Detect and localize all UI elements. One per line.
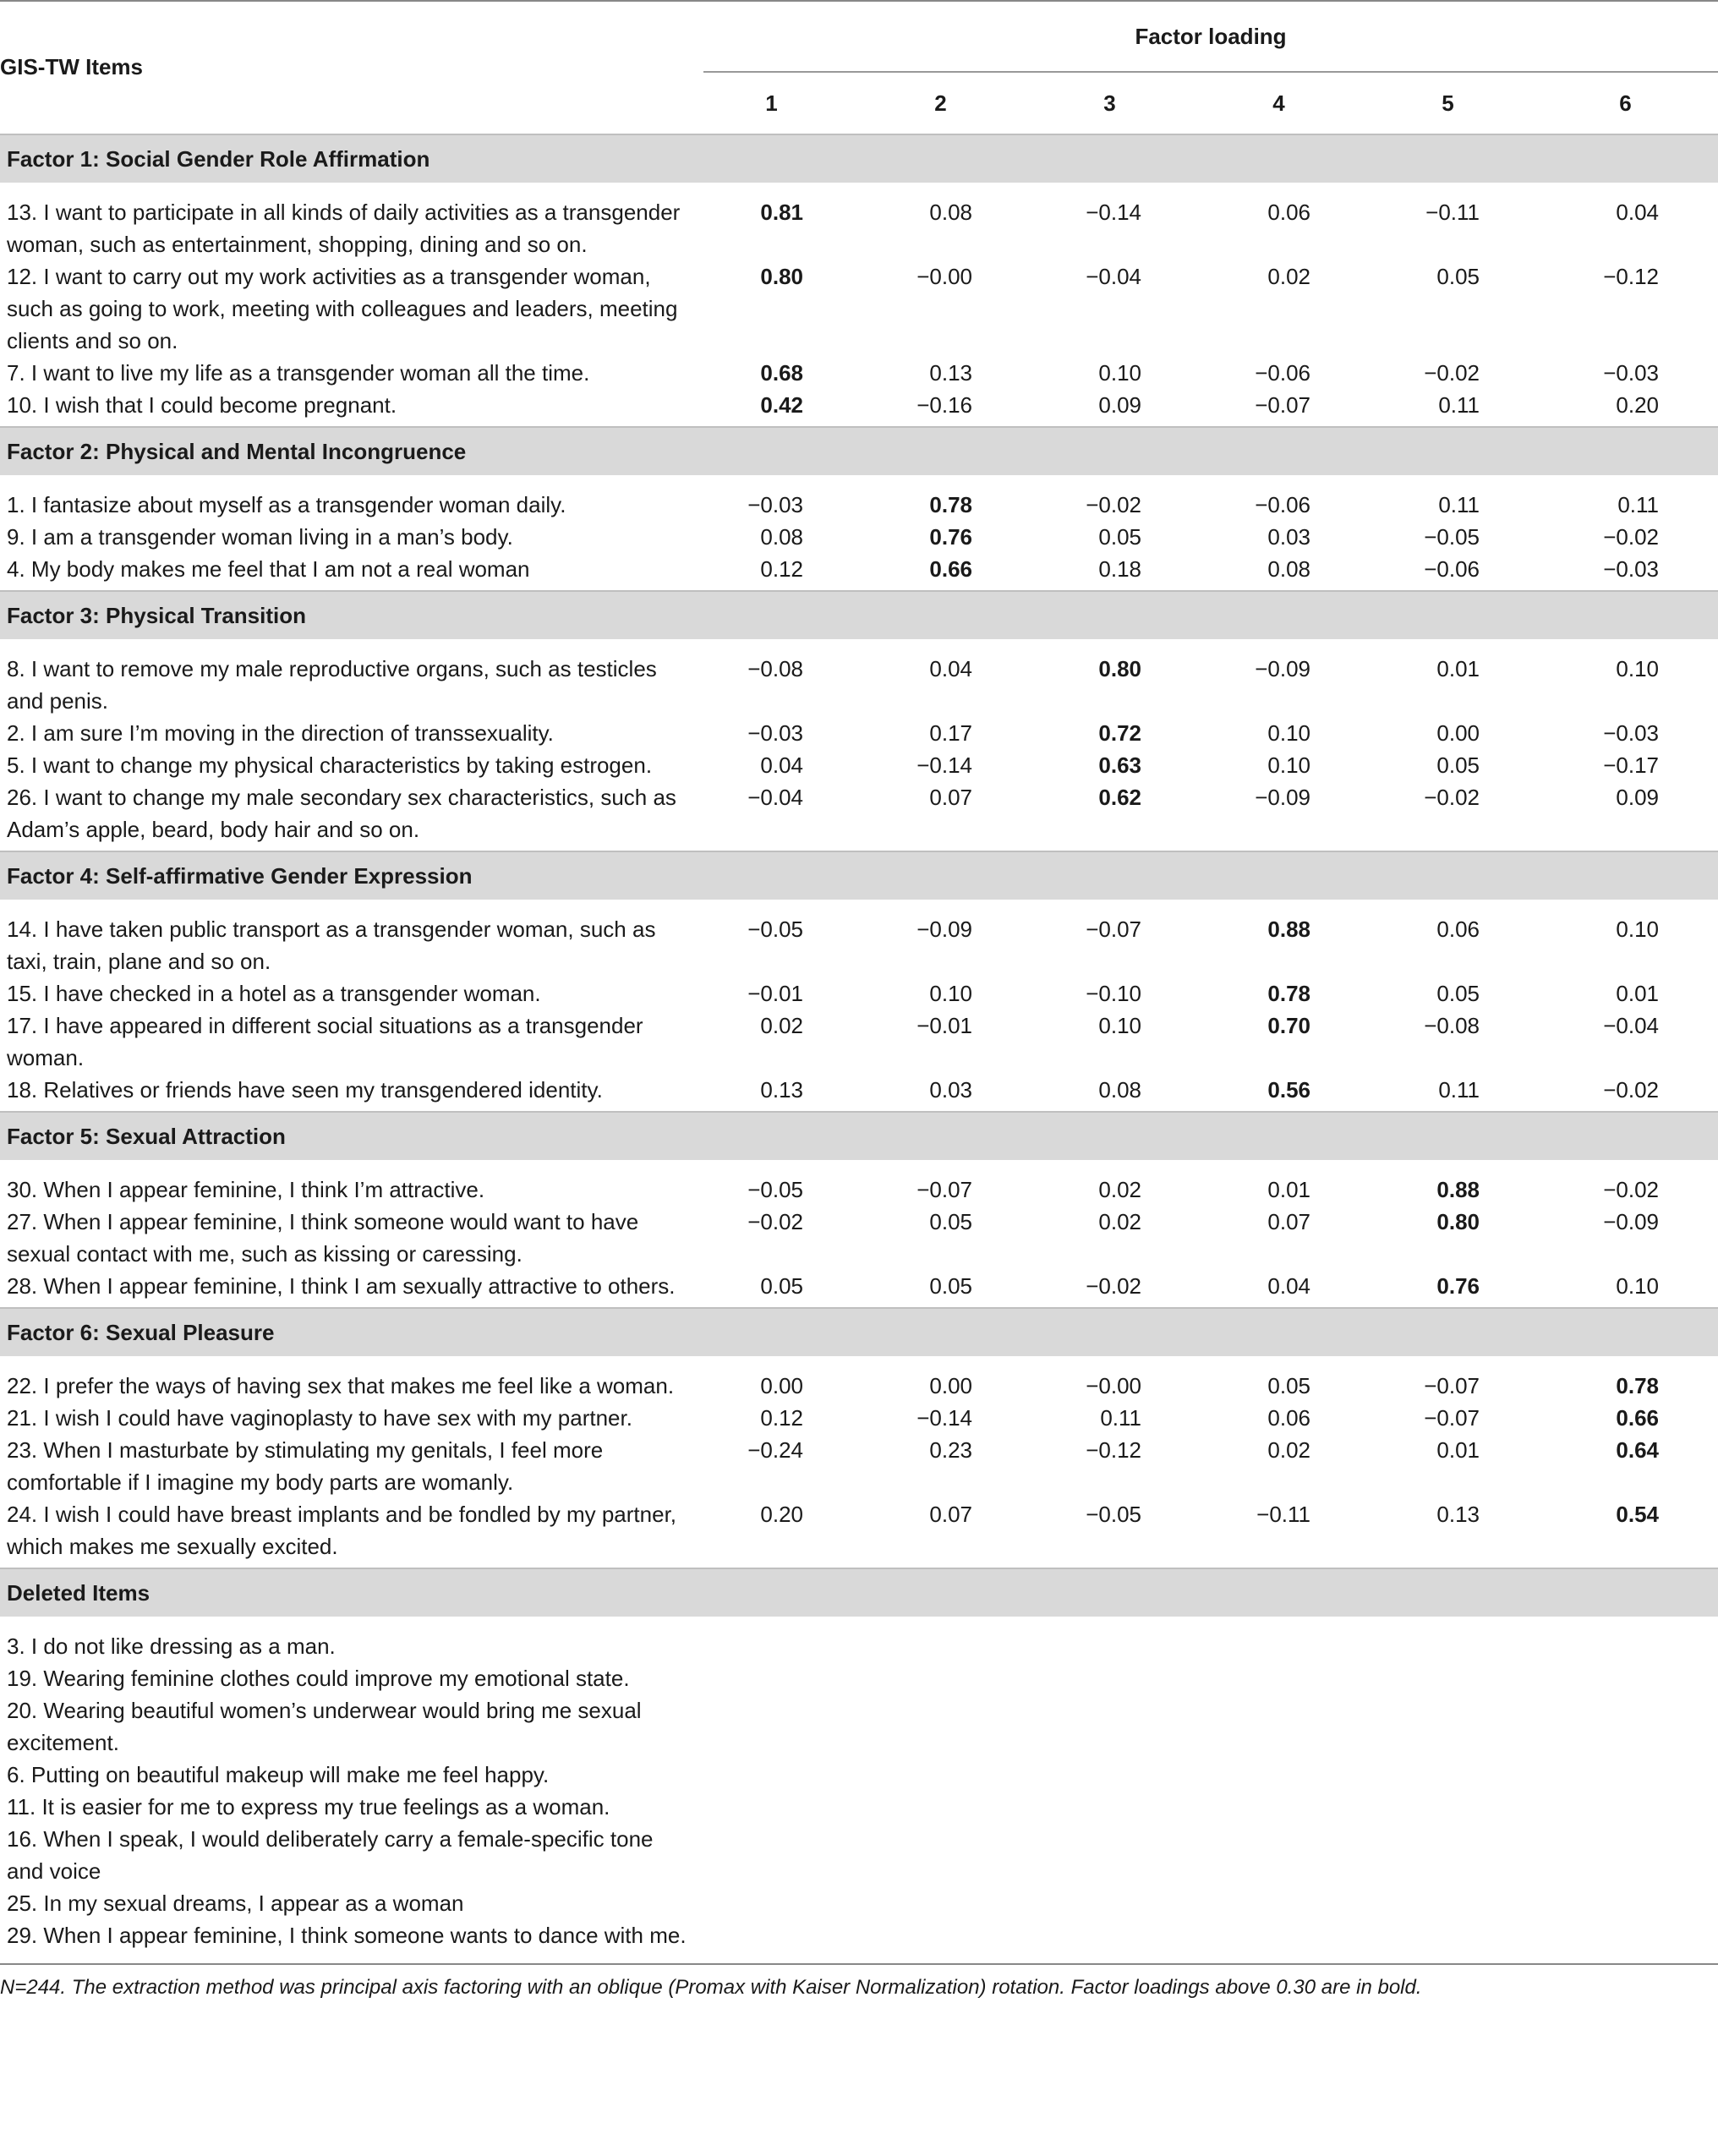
spacer-row [0, 421, 1718, 427]
loading-value: 0.66 [1616, 1405, 1659, 1431]
loading-value: −0.14 [916, 752, 972, 778]
loading-value: −0.11 [1425, 200, 1480, 225]
loading-value: 0.05 [1098, 524, 1141, 550]
loading-value: 0.03 [1267, 524, 1310, 550]
loading-value: −0.06 [1255, 492, 1310, 517]
item-text: 13. I want to participate in all kinds of daily activities as a transgender woman, such as entertainment, shopping, dining and so on. [7, 200, 681, 257]
section-title: Factor 1: Social Gender Role Affirmation [0, 134, 1718, 183]
deleted-item-row [0, 1759, 1718, 1791]
loading-value: 0.10 [1616, 1273, 1659, 1299]
table-row [0, 977, 1718, 1010]
spacer-row [0, 1356, 1718, 1370]
loading-value: 0.12 [760, 556, 803, 582]
loading-value: 0.04 [929, 656, 972, 681]
loading-value: 0.05 [1436, 264, 1480, 289]
loading-value: 0.80 [1098, 656, 1141, 681]
spacer-row [0, 1562, 1718, 1568]
loading-value: 0.01 [1436, 656, 1480, 681]
factor-number-header: 1 [703, 72, 873, 134]
table-row [0, 1270, 1718, 1302]
loading-value: −0.03 [747, 492, 803, 517]
loading-value: −0.05 [747, 917, 803, 942]
loading-value: −0.03 [1603, 360, 1659, 386]
loading-value: 0.68 [760, 360, 803, 386]
loading-value: 0.76 [929, 524, 972, 550]
loading-value: 0.80 [1436, 1209, 1480, 1234]
item-text: 30. When I appear feminine, I think I’m attractive. [7, 1177, 485, 1202]
loading-value: 0.10 [1616, 917, 1659, 942]
spacer-row [0, 1302, 1718, 1308]
loading-value: −0.07 [1424, 1373, 1480, 1398]
loading-value: −0.03 [747, 720, 803, 746]
loading-value: −0.06 [1255, 360, 1310, 386]
factor-number-header: 5 [1380, 72, 1549, 134]
empty-cell [703, 1662, 1718, 1694]
loading-value: 0.03 [929, 1077, 972, 1103]
loading-value: 0.10 [1616, 656, 1659, 681]
loading-value: 0.06 [1436, 917, 1480, 942]
deleted-item-row [0, 1887, 1718, 1919]
factor-section-header [0, 1112, 1718, 1160]
loading-value: 0.05 [760, 1273, 803, 1299]
loading-value: 0.02 [1267, 264, 1310, 289]
factor-section-header [0, 851, 1718, 900]
item-text: 22. I prefer the ways of having sex that makes me feel like a woman. [7, 1373, 675, 1398]
loading-value: 0.10 [1267, 720, 1310, 746]
table-row [0, 717, 1718, 749]
loading-value: 0.80 [760, 264, 803, 289]
loading-value: 0.10 [929, 981, 972, 1006]
table-footnote: N=244. The extraction method was principal axis factoring with an oblique (Promax with Kaiser Normalization) rotation. Factor loadings above 0.30 are in bold. [0, 1976, 1422, 1999]
loading-value: −0.03 [1603, 556, 1659, 582]
loading-value: 0.00 [1436, 720, 1480, 746]
factor-section-header [0, 591, 1718, 639]
loading-value: 0.08 [1267, 556, 1310, 582]
loading-value: 0.02 [760, 1013, 803, 1038]
deleted-item-text: 16. When I speak, I would deliberately carry a female-specific tone and voice [7, 1826, 654, 1884]
loading-value: 0.01 [1436, 1437, 1480, 1463]
deleted-item-row [0, 1919, 1718, 1951]
loading-value: −0.02 [1603, 524, 1659, 550]
spacer-row [0, 1160, 1718, 1174]
loading-value: 0.00 [760, 1373, 803, 1398]
loading-value: −0.08 [747, 656, 803, 681]
item-text: 10. I wish that I could become pregnant. [7, 392, 397, 418]
loading-value: −0.02 [1424, 360, 1480, 386]
deleted-item-text: 19. Wearing feminine clothes could improve my emotional state. [7, 1666, 630, 1691]
table-row [0, 1174, 1718, 1206]
loading-value: −0.17 [1603, 752, 1659, 778]
table-row [0, 260, 1718, 357]
loading-value: −0.03 [1603, 720, 1659, 746]
loading-value: 0.06 [1267, 200, 1310, 225]
loading-value: −0.09 [1255, 656, 1310, 681]
loading-value: 0.01 [1267, 1177, 1310, 1202]
loading-value: −0.09 [1603, 1209, 1659, 1234]
item-text: 4. My body makes me feel that I am not a real woman [7, 556, 530, 582]
factor-number-header: 6 [1549, 72, 1718, 134]
deleted-item-text: 20. Wearing beautiful women’s underwear would bring me sexual excitement. [7, 1698, 642, 1755]
loading-value: 0.11 [1438, 492, 1480, 517]
spacer-row [0, 585, 1718, 591]
loading-value: −0.01 [916, 1013, 972, 1038]
item-text: 24. I wish I could have breast implants and be fondled by my partner, which makes me sexually excited. [7, 1502, 677, 1559]
table-row [0, 1402, 1718, 1434]
loading-value: 0.08 [760, 524, 803, 550]
deleted-item-row [0, 1630, 1718, 1662]
deleted-item-row [0, 1662, 1718, 1694]
table-row [0, 1206, 1718, 1270]
loading-value: 0.81 [760, 200, 803, 225]
item-text: 17. I have appeared in different social situations as a transgender woman. [7, 1013, 643, 1070]
section-title: Factor 3: Physical Transition [0, 591, 1718, 639]
spacer-row [0, 183, 1718, 196]
factor-number-header: 4 [1211, 72, 1380, 134]
loading-value: 0.00 [929, 1373, 972, 1398]
loading-value: −0.00 [916, 264, 972, 289]
item-text: 26. I want to change my male secondary sex characteristics, such as Adam’s apple, beard, body hair and so on. [7, 785, 676, 842]
item-text: 23. When I masturbate by stimulating my genitals, I feel more comfortable if I imagine my body parts are womanly. [7, 1437, 604, 1495]
deleted-item-row [0, 1694, 1718, 1759]
loading-value: 0.13 [760, 1077, 803, 1103]
loading-value: 0.63 [1098, 752, 1141, 778]
loading-value: −0.11 [1256, 1502, 1310, 1527]
table-row [0, 653, 1718, 717]
deleted-item-row [0, 1791, 1718, 1823]
table-body [0, 134, 1718, 1951]
loading-value: −0.16 [916, 392, 972, 418]
loading-value: −0.12 [1603, 264, 1659, 289]
loading-value: 0.23 [929, 1437, 972, 1463]
loading-value: 0.05 [1267, 1373, 1310, 1398]
item-text: 27. When I appear feminine, I think someone would want to have sexual contact with me, such as kissing or caressing. [7, 1209, 639, 1267]
loading-value: −0.24 [747, 1437, 803, 1463]
loading-value: −0.02 [1424, 785, 1480, 810]
loading-value: 0.05 [1436, 752, 1480, 778]
table-row [0, 1434, 1718, 1498]
loading-value: 0.78 [1616, 1373, 1659, 1398]
section-title: Factor 5: Sexual Attraction [0, 1112, 1718, 1160]
loading-value: 0.54 [1616, 1502, 1659, 1527]
item-text: 8. I want to remove my male reproductive organs, such as testicles and penis. [7, 656, 657, 714]
loading-value: 0.06 [1267, 1405, 1310, 1431]
item-text: 5. I want to change my physical characteristics by taking estrogen. [7, 752, 653, 778]
loading-value: −0.02 [1086, 1273, 1141, 1299]
deleted-item-text: 6. Putting on beautiful makeup will make me feel happy. [7, 1762, 550, 1787]
loading-value: 0.88 [1267, 917, 1310, 942]
loading-value: 0.08 [929, 200, 972, 225]
loading-value: 0.56 [1267, 1077, 1310, 1103]
loading-value: 0.78 [929, 492, 972, 517]
item-text: 2. I am sure I’m moving in the direction of transsexuality. [7, 720, 554, 746]
loading-value: 0.05 [1436, 981, 1480, 1006]
spacer-row [0, 639, 1718, 653]
loading-value: −0.10 [1086, 981, 1141, 1006]
loading-value: 0.05 [929, 1209, 972, 1234]
loading-value: 0.18 [1098, 556, 1141, 582]
loading-value: −0.14 [1086, 200, 1141, 225]
loading-value: 0.07 [929, 1502, 972, 1527]
deleted-item-text: 3. I do not like dressing as a man. [7, 1633, 336, 1659]
loading-value: −0.02 [747, 1209, 803, 1234]
item-text: 15. I have checked in a hotel as a transgender woman. [7, 981, 541, 1006]
deleted-item-row [0, 1823, 1718, 1887]
loading-value: 0.07 [1267, 1209, 1310, 1234]
empty-cell [703, 1919, 1718, 1951]
loading-value: −0.05 [1424, 524, 1480, 550]
loading-value: 0.11 [1438, 1077, 1480, 1103]
loading-value: −0.09 [1255, 785, 1310, 810]
item-text: 1. I fantasize about myself as a transgender woman daily. [7, 492, 566, 517]
loading-value: −0.02 [1603, 1177, 1659, 1202]
spacer-row [0, 1106, 1718, 1112]
loading-value: −0.06 [1424, 556, 1480, 582]
loading-value: −0.07 [1255, 392, 1310, 418]
item-text: 14. I have taken public transport as a transgender woman, such as taxi, train, plane and so on. [7, 917, 656, 974]
loading-value: −0.09 [916, 917, 972, 942]
deleted-item-text: 25. In my sexual dreams, I appear as a woman [7, 1891, 464, 1916]
table-row [0, 749, 1718, 781]
loading-value: 0.10 [1098, 360, 1141, 386]
section-title: Factor 6: Sexual Pleasure [0, 1308, 1718, 1356]
table-row [0, 1074, 1718, 1106]
empty-cell [703, 1823, 1718, 1887]
loading-value: 0.07 [929, 785, 972, 810]
item-text: 28. When I appear feminine, I think I am sexually attractive to others. [7, 1273, 676, 1299]
loading-value: 0.10 [1267, 752, 1310, 778]
factor-number-header: 3 [1042, 72, 1211, 134]
items-column-header: GIS-TW Items [0, 1, 703, 134]
table-row [0, 357, 1718, 389]
table-row [0, 389, 1718, 421]
loading-value: 0.11 [1617, 492, 1659, 517]
loading-value: 0.72 [1098, 720, 1141, 746]
loading-value: −0.02 [1603, 1077, 1659, 1103]
table-row [0, 196, 1718, 260]
loading-value: 0.04 [1267, 1273, 1310, 1299]
table-row [0, 553, 1718, 585]
loading-value: −0.05 [1086, 1502, 1141, 1527]
loading-value: 0.17 [929, 720, 972, 746]
factor-section-header [0, 1308, 1718, 1356]
loading-value: 0.78 [1267, 981, 1310, 1006]
loading-value: 0.10 [1098, 1013, 1141, 1038]
loading-value: −0.04 [747, 785, 803, 810]
section-title: Deleted Items [0, 1568, 1718, 1617]
loading-value: 0.09 [1098, 392, 1141, 418]
loading-value: 0.70 [1267, 1013, 1310, 1038]
factor-number-header: 2 [873, 72, 1042, 134]
table-row [0, 1498, 1718, 1562]
loading-value: 0.42 [760, 392, 803, 418]
loading-value: 0.09 [1616, 785, 1659, 810]
spacer-row [0, 845, 1718, 851]
table-row [0, 781, 1718, 845]
loading-value: −0.02 [1086, 492, 1141, 517]
empty-cell [703, 1630, 1718, 1662]
factor-section-header [0, 134, 1718, 183]
loading-value: 0.88 [1436, 1177, 1480, 1202]
deleted-section-header [0, 1568, 1718, 1617]
item-text: 21. I wish I could have vaginoplasty to have sex with my partner. [7, 1405, 632, 1431]
loading-value: 0.62 [1098, 785, 1141, 810]
loading-value: −0.08 [1424, 1013, 1480, 1038]
loading-value: 0.12 [760, 1405, 803, 1431]
loading-value: −0.04 [1603, 1013, 1659, 1038]
loading-value: −0.07 [916, 1177, 972, 1202]
loading-value: 0.02 [1267, 1437, 1310, 1463]
spacer-row [0, 475, 1718, 489]
loading-value: 0.11 [1100, 1405, 1141, 1431]
table-row [0, 521, 1718, 553]
empty-cell [703, 1887, 1718, 1919]
loading-value: 0.11 [1438, 392, 1480, 418]
table-row [0, 489, 1718, 521]
loading-value: −0.07 [1086, 917, 1141, 942]
spacer-row [0, 1617, 1718, 1630]
loading-value: 0.20 [760, 1502, 803, 1527]
deleted-item-text: 11. It is easier for me to express my true feelings as a woman. [7, 1794, 610, 1819]
section-title: Factor 4: Self-affirmative Gender Expression [0, 851, 1718, 900]
loading-value: −0.07 [1424, 1405, 1480, 1431]
loading-value: 0.20 [1616, 392, 1659, 418]
loading-value: 0.01 [1616, 981, 1659, 1006]
table-row [0, 1010, 1718, 1074]
spacer-row [0, 900, 1718, 913]
loading-value: −0.12 [1086, 1437, 1141, 1463]
loading-value: 0.04 [760, 752, 803, 778]
empty-cell [703, 1694, 1718, 1759]
loading-value: −0.04 [1086, 264, 1141, 289]
loading-value: −0.00 [1086, 1373, 1141, 1398]
empty-cell [703, 1791, 1718, 1823]
item-text: 12. I want to carry out my work activities as a transgender woman, such as going to work, meeting with colleagues and leaders, meeting clients and so on. [7, 264, 678, 353]
loading-value: −0.14 [916, 1405, 972, 1431]
table-row [0, 1370, 1718, 1402]
loading-value: −0.01 [747, 981, 803, 1006]
factor-loading-header: Factor loading [703, 1, 1718, 72]
loading-value: 0.66 [929, 556, 972, 582]
loading-value: 0.02 [1098, 1177, 1141, 1202]
section-title: Factor 2: Physical and Mental Incongruence [0, 427, 1718, 475]
factor-section-header [0, 427, 1718, 475]
loading-value: 0.13 [929, 360, 972, 386]
item-text: 9. I am a transgender woman living in a man’s body. [7, 524, 513, 550]
table-row [0, 913, 1718, 977]
item-text: 18. Relatives or friends have seen my transgendered identity. [7, 1077, 603, 1103]
loading-value: 0.05 [929, 1273, 972, 1299]
loading-value: 0.76 [1436, 1273, 1480, 1299]
loading-value: 0.02 [1098, 1209, 1141, 1234]
loading-value: 0.64 [1616, 1437, 1659, 1463]
item-text: 7. I want to live my life as a transgender woman all the time. [7, 360, 590, 386]
empty-cell [703, 1759, 1718, 1791]
loading-value: 0.13 [1436, 1502, 1480, 1527]
deleted-item-text: 29. When I appear feminine, I think someone wants to dance with me. [7, 1923, 687, 1948]
loading-value: 0.08 [1098, 1077, 1141, 1103]
loading-value: 0.04 [1616, 200, 1659, 225]
loading-value: −0.05 [747, 1177, 803, 1202]
